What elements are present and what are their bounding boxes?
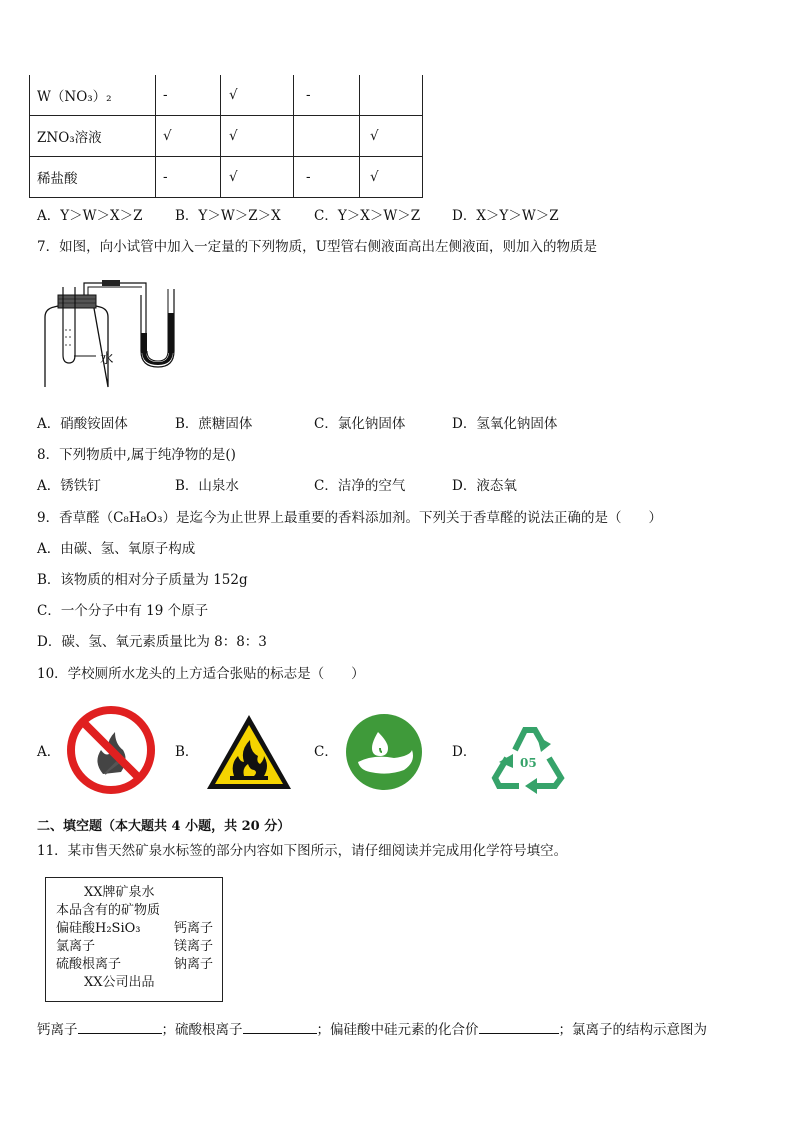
q7-stem: 7．如图，向小试管中加入一定量的下列物质，U型管右侧液面高出左侧液面，则加入的物质是	[37, 239, 597, 255]
table-cell: -	[156, 157, 221, 198]
q10-option-c[interactable]: C．	[314, 744, 338, 760]
table-row	[30, 157, 423, 198]
label-subtitle: 本品含有的矿物质	[56, 903, 161, 918]
q7-figure-label: 水	[100, 351, 114, 367]
q8-stem: 8．下列物质中,属于纯净物的是()	[37, 447, 236, 463]
q8-option-b[interactable]: B．山泉水	[175, 478, 239, 494]
table-row	[30, 116, 423, 157]
table-cell: √	[360, 157, 423, 198]
recycle-sign-icon[interactable]	[485, 714, 575, 794]
q9-option-d[interactable]: D．碳、氢、氧元素质量比为 8：8：3	[37, 634, 267, 650]
q9-stem: 9．香草醛（C₈H₈O₃）是迄今为止世界上最重要的香料添加剂。下列关于香草醛的说法正确的是（ ）	[37, 510, 662, 526]
table-cell: 稀盐酸	[30, 157, 156, 198]
table-cell: √	[221, 75, 294, 116]
q10-option-d[interactable]: D．	[452, 744, 477, 760]
section-title: 二、填空题（本大题共 4 小题，共 20 分）	[37, 819, 291, 834]
fill-prompt: ；氯离子的结构示意图为	[558, 1022, 707, 1038]
fill-prompt: ；硫酸根离子	[161, 1022, 243, 1038]
label-footer: XX公司出品	[84, 975, 155, 990]
q10-option-b[interactable]: B．	[175, 744, 199, 760]
q9-option-b[interactable]: B．该物质的相对分子质量为 152g	[37, 572, 248, 588]
label-item: 钠离子	[174, 957, 214, 972]
table-cell	[360, 75, 423, 116]
table-cell	[294, 116, 360, 157]
q9-option-c[interactable]: C．一个分子中有 19 个原子	[37, 603, 209, 619]
water-saving-sign-icon[interactable]	[344, 712, 424, 792]
q9-option-a[interactable]: A．由碳、氢、氧原子构成	[37, 541, 196, 557]
fill-prompt: 钙离子	[37, 1022, 78, 1038]
table-cell: ZNO₃溶液	[30, 116, 156, 157]
q7-option-b[interactable]: B．蔗糖固体	[175, 416, 253, 432]
label-item: 偏硅酸H₂SiO₃	[56, 921, 141, 936]
label-item: 硫酸根离子	[56, 957, 122, 972]
table-cell: √	[360, 116, 423, 157]
q6-option-c[interactable]: C．Y＞X＞W＞Z	[314, 208, 421, 224]
q8-option-d[interactable]: D．液态氧	[452, 478, 517, 494]
q11-fill-line	[37, 1019, 707, 1039]
no-fire-sign-icon[interactable]	[65, 704, 157, 796]
label-title: XX牌矿泉水	[84, 885, 155, 900]
label-item: 钙离子	[174, 921, 214, 936]
q7-option-d[interactable]: D．氢氧化钠固体	[452, 416, 558, 432]
q6-option-b[interactable]: B．Y＞W＞Z＞X	[175, 208, 281, 224]
table-cell: √	[221, 157, 294, 198]
reaction-table	[29, 75, 423, 198]
table-cell: -	[156, 75, 221, 116]
answer-blank-1[interactable]	[78, 1019, 162, 1034]
answer-blank-2[interactable]	[243, 1019, 317, 1034]
table-cell: W（NO₃）₂	[30, 75, 156, 116]
q7-option-a[interactable]: A．硝酸铵固体	[37, 416, 128, 432]
q11-stem: 11．某市售天然矿泉水标签的部分内容如下图所示，请仔细阅读并完成用化学符号填空。	[37, 843, 568, 859]
u-tube-apparatus-figure	[40, 275, 200, 393]
q6-option-a[interactable]: A．Y＞W＞X＞Z	[37, 208, 143, 224]
recycle-number: 05	[520, 756, 537, 770]
q7-option-c[interactable]: C．氯化钠固体	[314, 416, 406, 432]
q8-option-a[interactable]: A．锈铁钉	[37, 478, 101, 494]
table-cell: √	[156, 116, 221, 157]
table-cell: -	[294, 157, 360, 198]
table-row	[30, 75, 423, 116]
label-item: 氯离子	[56, 939, 96, 954]
label-item: 镁离子	[174, 939, 214, 954]
flammable-warning-sign-icon[interactable]	[204, 712, 294, 792]
answer-blank-3[interactable]	[479, 1019, 559, 1034]
q10-option-a[interactable]: A．	[37, 744, 61, 760]
fill-prompt: ；偏硅酸中硅元素的化合价	[316, 1022, 479, 1038]
table-cell: √	[221, 116, 294, 157]
q6-option-d[interactable]: D．X＞Y＞W＞Z	[452, 208, 559, 224]
q8-option-c[interactable]: C．洁净的空气	[314, 478, 406, 494]
table-cell: -	[294, 75, 360, 116]
q10-stem: 10．学校厕所水龙头的上方适合张贴的标志是（ ）	[37, 666, 365, 682]
mineral-water-label	[45, 877, 223, 1002]
